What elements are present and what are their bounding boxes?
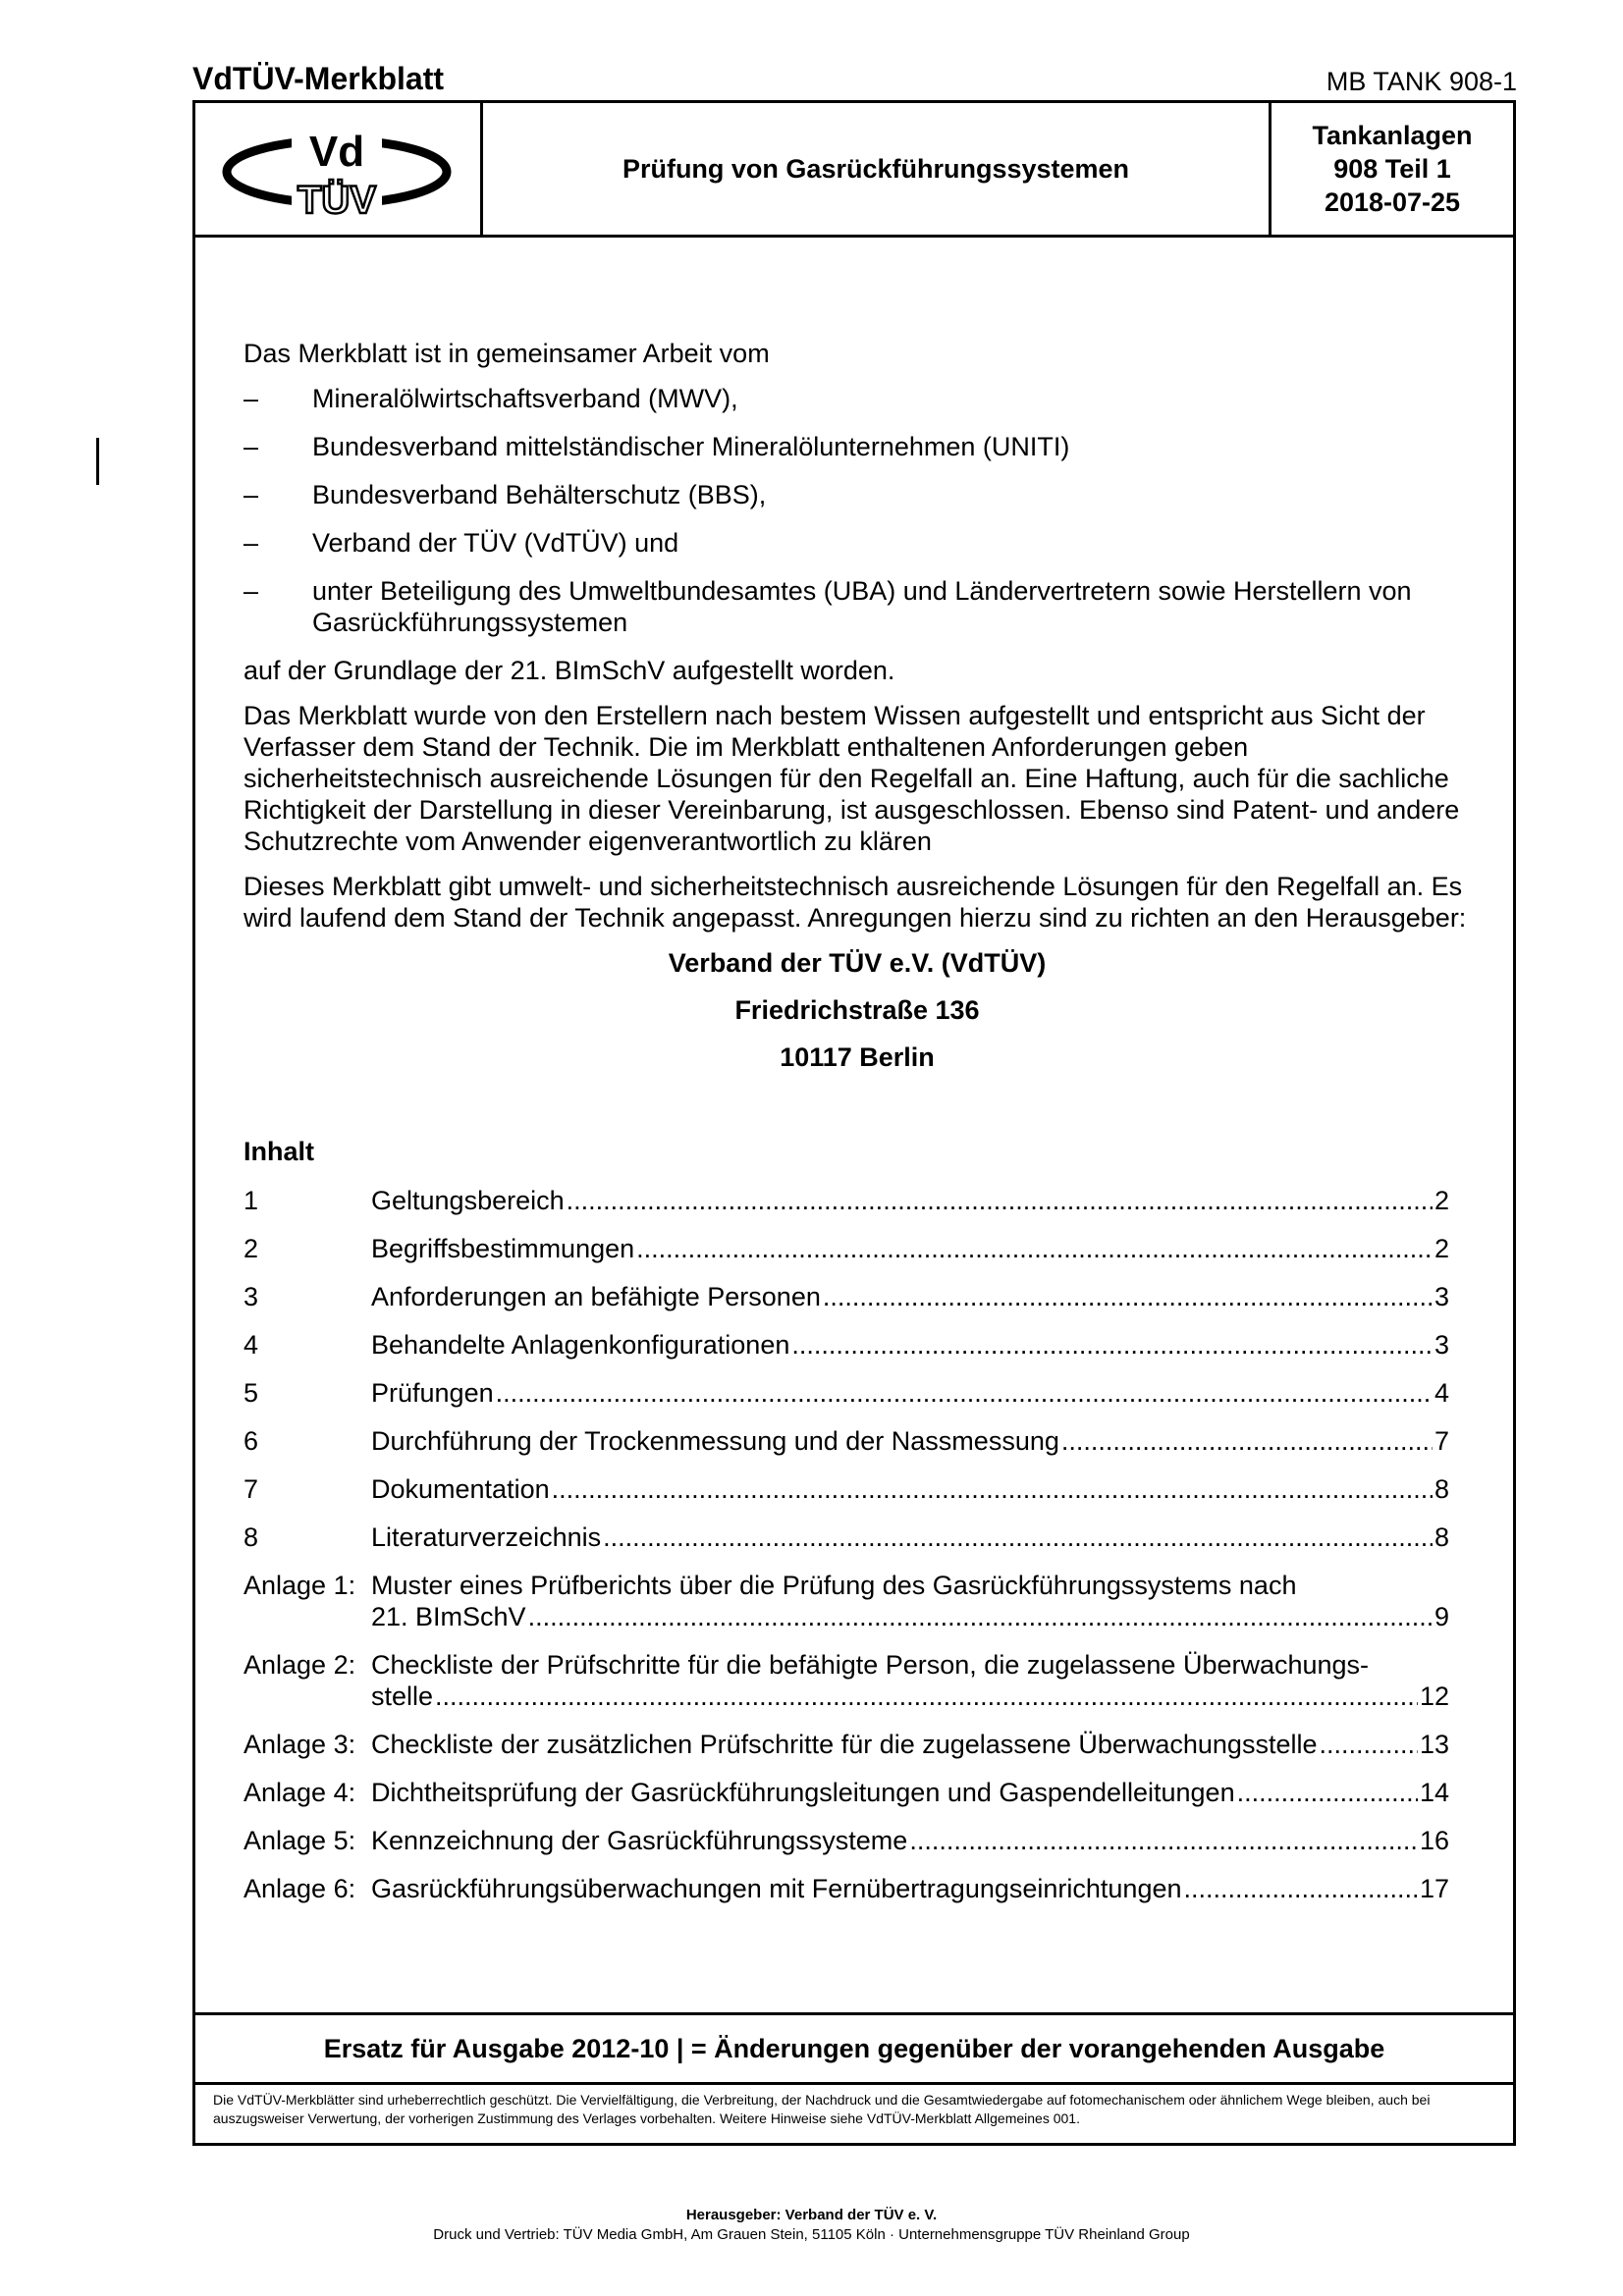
toc-page: 8 <box>1434 1474 1449 1504</box>
toc-number: 5 <box>243 1378 259 1408</box>
toc-entry[interactable] <box>243 1233 1449 1264</box>
toc-title-continuation: 21. BImSchV <box>371 1602 526 1631</box>
logo-cell <box>195 103 483 235</box>
toc-leader <box>1061 1425 1433 1457</box>
list-item-text: Mineralölwirtschaftsverband (MWV), <box>312 384 738 413</box>
disclaimer-paragraph: Das Merkblatt wurde von den Erstellern nach bestem Wissen aufgestellt und entspricht aus Sicht der Verfasser dem Stand der Technik. Die im Merkblatt enthaltenen Anforderungen geben sicherheitstechnisch ausreichende Lösungen für den Regelfall an. Eine Haftung, auch für die sachliche Richtigkeit der Darstellung in dieser Vereinbarung, ist ausgeschlossen. Ebenso sind Patent- und andere Schutzrechte vom Anwender eigenverantwortlich zu klären <box>243 701 1460 856</box>
list-dash: – <box>243 384 259 413</box>
list-dash: – <box>243 480 259 509</box>
footer-publisher: Herausgeber: Verband der TÜV e. V. <box>685 2207 938 2223</box>
toc-number: Anlage 3: <box>243 1730 356 1759</box>
toc-page: 16 <box>1419 1826 1449 1855</box>
toc-leader <box>1319 1729 1417 1760</box>
toc-entry[interactable] <box>243 1425 1449 1457</box>
publisher-address <box>243 947 1471 1073</box>
toc-number: Anlage 6: <box>243 1874 356 1903</box>
toc-title: Dokumentation <box>371 1474 550 1504</box>
toc-page: 4 <box>1434 1378 1449 1408</box>
logo-tuev-text: TÜV <box>298 179 376 219</box>
toc-page: 17 <box>1419 1874 1449 1903</box>
table-of-contents <box>243 1185 1471 1904</box>
toc-number: 2 <box>243 1234 259 1263</box>
toc-leader <box>636 1233 1433 1264</box>
toc-annex-entry[interactable] <box>243 1825 1449 1856</box>
intro-lead: Das Merkblatt ist in gemeinsamer Arbeit vom <box>243 339 770 368</box>
toc-entry[interactable] <box>243 1185 1449 1216</box>
list-item-text: Verband der TÜV (VdTÜV) und <box>312 528 679 558</box>
toc-page: 7 <box>1434 1426 1449 1456</box>
meta-category: Tankanlagen <box>1312 121 1473 150</box>
replacement-notice: Ersatz für Ausgabe 2012-10 | = Änderungen gegenüber der vorangehenden Ausgabe <box>192 2012 1516 2085</box>
toc-leader <box>1184 1873 1418 1904</box>
toc-leader <box>552 1473 1433 1505</box>
toc-title: Begriffsbestimmungen <box>371 1234 635 1263</box>
toc-entry[interactable] <box>243 1377 1449 1409</box>
list-dash: – <box>243 576 259 606</box>
document-title: Prüfung von Gasrückführungssystemen <box>483 103 1271 235</box>
toc-page: 14 <box>1419 1778 1449 1807</box>
toc-title: Gasrückführungsüberwachungen mit Fernübertragungseinrichtungen <box>371 1874 1182 1903</box>
copyright-notice: Die VdTÜV-Merkblätter sind urheberrechtlich geschützt. Die Vervielfältigung, die Verbreitung, der Nachdruck und die Gesamtwiedergabe auf fotomechanischem oder ähnlichem Wege bleiben, auch bei auszugsweiser Verwertung, der vorherigen Zustimmung des Verlages vorbehalten. Weitere Hinweise siehe VdTÜV-Merkblatt Allgemeines 001. <box>192 2082 1516 2146</box>
address-org: Verband der TÜV e.V. (VdTÜV) <box>668 948 1047 978</box>
toc-page: 2 <box>1434 1186 1449 1215</box>
list-dash: – <box>243 528 259 558</box>
toc-title: Literaturverzeichnis <box>371 1522 602 1552</box>
toc-entry[interactable] <box>243 1281 1449 1312</box>
toc-number: Anlage 2: <box>243 1650 356 1680</box>
toc-annex-entry[interactable] <box>243 1729 1449 1760</box>
toc-leader <box>528 1601 1433 1632</box>
toc-leader <box>909 1825 1418 1856</box>
toc-leader <box>823 1281 1433 1312</box>
toc-title: Behandelte Anlagenkonfigurationen <box>371 1330 790 1360</box>
toc-title: Durchführung der Trockenmessung und der Nassmessung <box>371 1426 1059 1456</box>
toc-annex-entry[interactable] <box>243 1873 1449 1904</box>
contributor-list <box>243 383 1471 638</box>
list-item-text: Bundesverband Behälterschutz (BBS), <box>312 480 767 509</box>
list-item <box>243 383 1471 414</box>
toc-annex-entry[interactable] <box>243 1570 1449 1632</box>
toc-title: Anforderungen an befähigte Personen <box>371 1282 821 1311</box>
toc-title-continuation: stelle <box>371 1682 434 1711</box>
toc-number: Anlage 1: <box>243 1571 356 1600</box>
document-type: VdTÜV-Merkblatt <box>192 61 445 96</box>
toc-page: 13 <box>1419 1730 1449 1759</box>
toc-annex-entry[interactable] <box>243 1777 1449 1808</box>
toc-page: 2 <box>1434 1234 1449 1263</box>
toc-title: Checkliste der Prüfschritte für die befähigte Person, die zugelassene Überwachungs- <box>371 1650 1370 1680</box>
toc-page: 3 <box>1434 1330 1449 1360</box>
toc-number: 7 <box>243 1474 259 1504</box>
content <box>243 338 1471 1921</box>
document-code: MB TANK 908-1 <box>1325 67 1517 96</box>
toc-leader <box>496 1377 1433 1409</box>
list-item <box>243 527 1471 559</box>
list-dash: – <box>243 432 259 461</box>
toc-page: 12 <box>1419 1682 1449 1711</box>
toc-number: Anlage 4: <box>243 1778 356 1807</box>
vdtuev-logo <box>219 121 455 219</box>
document-meta <box>1271 103 1513 235</box>
toc-title: Dichtheitsprüfung der Gasrückführungsleitungen und Gaspendelleitungen <box>371 1778 1235 1807</box>
toc-leader <box>603 1522 1433 1553</box>
toc-number: 1 <box>243 1186 259 1215</box>
toc-number: 4 <box>243 1330 259 1360</box>
toc-entry[interactable] <box>243 1473 1449 1505</box>
toc-leader <box>1237 1777 1418 1808</box>
toc-number: Anlage 5: <box>243 1826 356 1855</box>
toc-title: Geltungsbereich <box>371 1186 565 1215</box>
toc-leader <box>435 1681 1418 1712</box>
toc-title: Kennzeichnung der Gasrückführungssysteme <box>371 1826 908 1855</box>
list-item <box>243 575 1471 638</box>
feedback-paragraph: Dieses Merkblatt gibt umwelt- und sicherheitstechnisch ausreichende Lösungen für den Regelfall an. Es wird laufend dem Stand der Technik angepasst. Anregungen hierzu sind zu richten an den Herausgeber: <box>243 872 1467 933</box>
meta-date: 2018-07-25 <box>1324 187 1461 217</box>
toc-title: Prüfungen <box>371 1378 494 1408</box>
list-item <box>243 431 1471 462</box>
toc-entry[interactable] <box>243 1522 1449 1553</box>
toc-number: 3 <box>243 1282 259 1311</box>
footer-distribution: Druck und Vertrieb: TÜV Media GmbH, Am Grauen Stein, 51105 Köln · Unternehmensgruppe TÜV Rheinland Group <box>433 2226 1190 2243</box>
toc-number: 6 <box>243 1426 259 1456</box>
toc-heading: Inhalt <box>243 1137 314 1166</box>
toc-number: 8 <box>243 1522 259 1552</box>
list-item <box>243 479 1471 510</box>
list-item-text: unter Beteiligung des Umweltbundesamtes (UBA) und Ländervertretern sowie Herstellern von Gasrückführungssystemen <box>312 576 1412 637</box>
toc-leader <box>791 1329 1433 1361</box>
list-item-text: Bundesverband mittelständischer Mineralölunternehmen (UNITI) <box>312 432 1070 461</box>
toc-leader <box>567 1185 1433 1216</box>
header-box <box>192 100 1516 238</box>
change-marker <box>96 438 99 485</box>
toc-page: 8 <box>1434 1522 1449 1552</box>
toc-title: Muster eines Prüfberichts über die Prüfung des Gasrückführungssystems nach <box>371 1571 1297 1600</box>
address-street: Friedrichstraße 136 <box>734 995 980 1025</box>
address-city: 10117 Berlin <box>780 1042 935 1072</box>
toc-title: Checkliste der zusätzlichen Prüfschritte für die zugelassene Überwachungsstelle <box>371 1730 1318 1759</box>
logo-vd-text: Vd <box>308 128 365 176</box>
toc-page: 9 <box>1434 1602 1449 1631</box>
meta-number: 908 Teil 1 <box>1333 154 1451 184</box>
toc-annex-entry[interactable] <box>243 1649 1449 1712</box>
toc-page: 3 <box>1434 1282 1449 1311</box>
intro-closing: auf der Grundlage der 21. BImSchV aufgestellt worden. <box>243 656 895 685</box>
toc-entry[interactable] <box>243 1329 1449 1361</box>
